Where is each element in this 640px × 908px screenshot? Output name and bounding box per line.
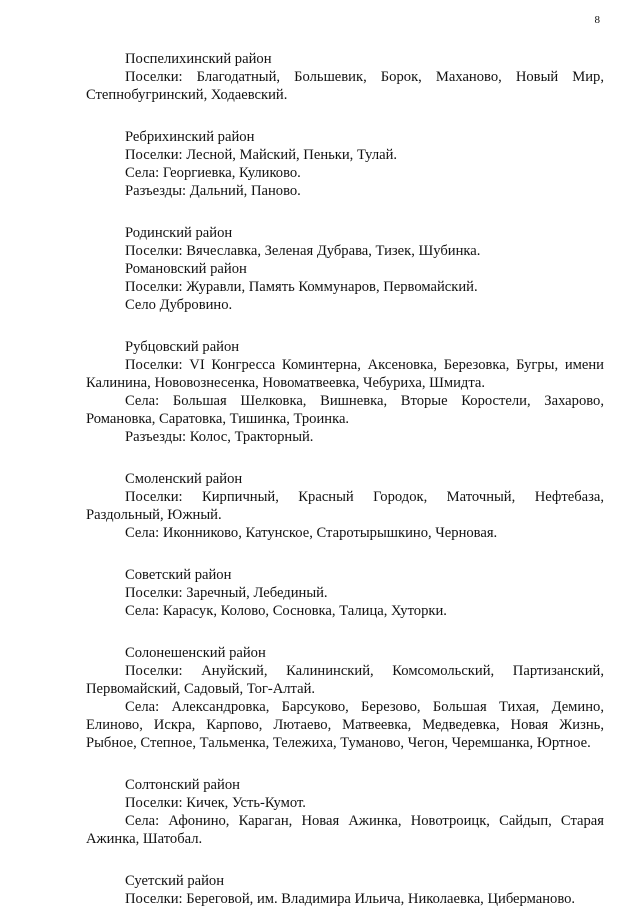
section-sovetsky [86,566,604,620]
section-line: Села: Иконниково, Катунское, Старотырышкино, Черновая. [125,525,498,541]
section-rebrikhinsky [86,128,604,200]
section-title: Солонешенский район [125,645,266,661]
section-line: Поселки: Заречный, Лебединый. [125,585,328,601]
section-rodinsky [86,224,604,260]
section-line: Поселки: Кичек, Усть-Кумот. [125,795,306,811]
section-title: Ребрихинский район [125,129,255,145]
section-rubtsovsky [86,338,604,446]
section-line: Села: Александровка, Барсуково, Березово, Большая Тихая, Демино, Елиново, Искра, Карпово, Лютаево, Матвеевка, Медведевка, Новая Жизнь, Рыбное, Степное, Тальменка, Тележиха, Туманово, Чегон, Черемшанка, Юртное. [86,699,604,751]
section-line: Поселки: Кирпичный, Красный Городок, Маточный, Нефтебаза, Раздольный, Южный. [86,489,604,523]
section-title: Романовский район [125,261,247,277]
section-title: Рубцовский район [125,339,240,355]
section-line: Село Дубровино. [125,297,233,313]
section-line: Села: Георгиевка, Куликово. [125,165,301,181]
section-soltonsky [86,776,604,848]
page-number: 8 [594,14,600,26]
section-line: Поселки: Береговой, им. Владимира Ильича, Николаевка, Циберманово. [125,891,576,907]
section-line: Поселки: Вячеславка, Зеленая Дубрава, Тизек, Шубинка. [125,243,481,259]
section-line: Разъезды: Колос, Тракторный. [125,429,314,445]
section-line: Села: Карасук, Колово, Сосновка, Талица, Хуторки. [125,603,447,619]
section-line: Поселки: VI Конгресса Коминтерна, Аксеновка, Березовка, Бугры, имени Калинина, Нововознесенка, Новоматвеевка, Чебуриха, Шмидта. [86,357,604,391]
section-line: Села: Большая Шелковка, Вишневка, Вторые Коростели, Захарово, Романовка, Саратовка, Тишинка, Троинка. [86,393,604,427]
section-soloneshensky [86,644,604,752]
section-title: Смоленский район [125,471,243,487]
section-line: Села: Афонино, Караган, Новая Ажинка, Новотроицк, Сайдып, Старая Ажинка, Шатобал. [86,813,604,847]
section-suetsky [86,872,604,908]
section-smolensky [86,470,604,542]
section-line: Поселки: Лесной, Майский, Пеньки, Тулай. [125,147,398,163]
section-pospelikhinsky [86,50,604,104]
section-title: Солтонский район [125,777,240,793]
section-title: Советский район [125,567,232,583]
section-title: Суетский район [125,873,225,889]
section-title: Родинский район [125,225,233,241]
section-line: Поселки: Благодатный, Большевик, Борок, Маханово, Новый Мир, Степнобугринский, Ходаевский. [86,69,604,103]
section-title: Поспелихинский район [125,51,272,67]
section-line: Поселки: Журавли, Память Коммунаров, Первомайский. [125,279,478,295]
section-line: Поселки: Ануйский, Калининский, Комсомольский, Партизанский, Первомайский, Садовый, Тог-Алтай. [86,663,604,697]
section-line: Разъезды: Дальний, Паново. [125,183,301,199]
document-body [86,50,604,908]
section-romanovsky [86,260,604,314]
